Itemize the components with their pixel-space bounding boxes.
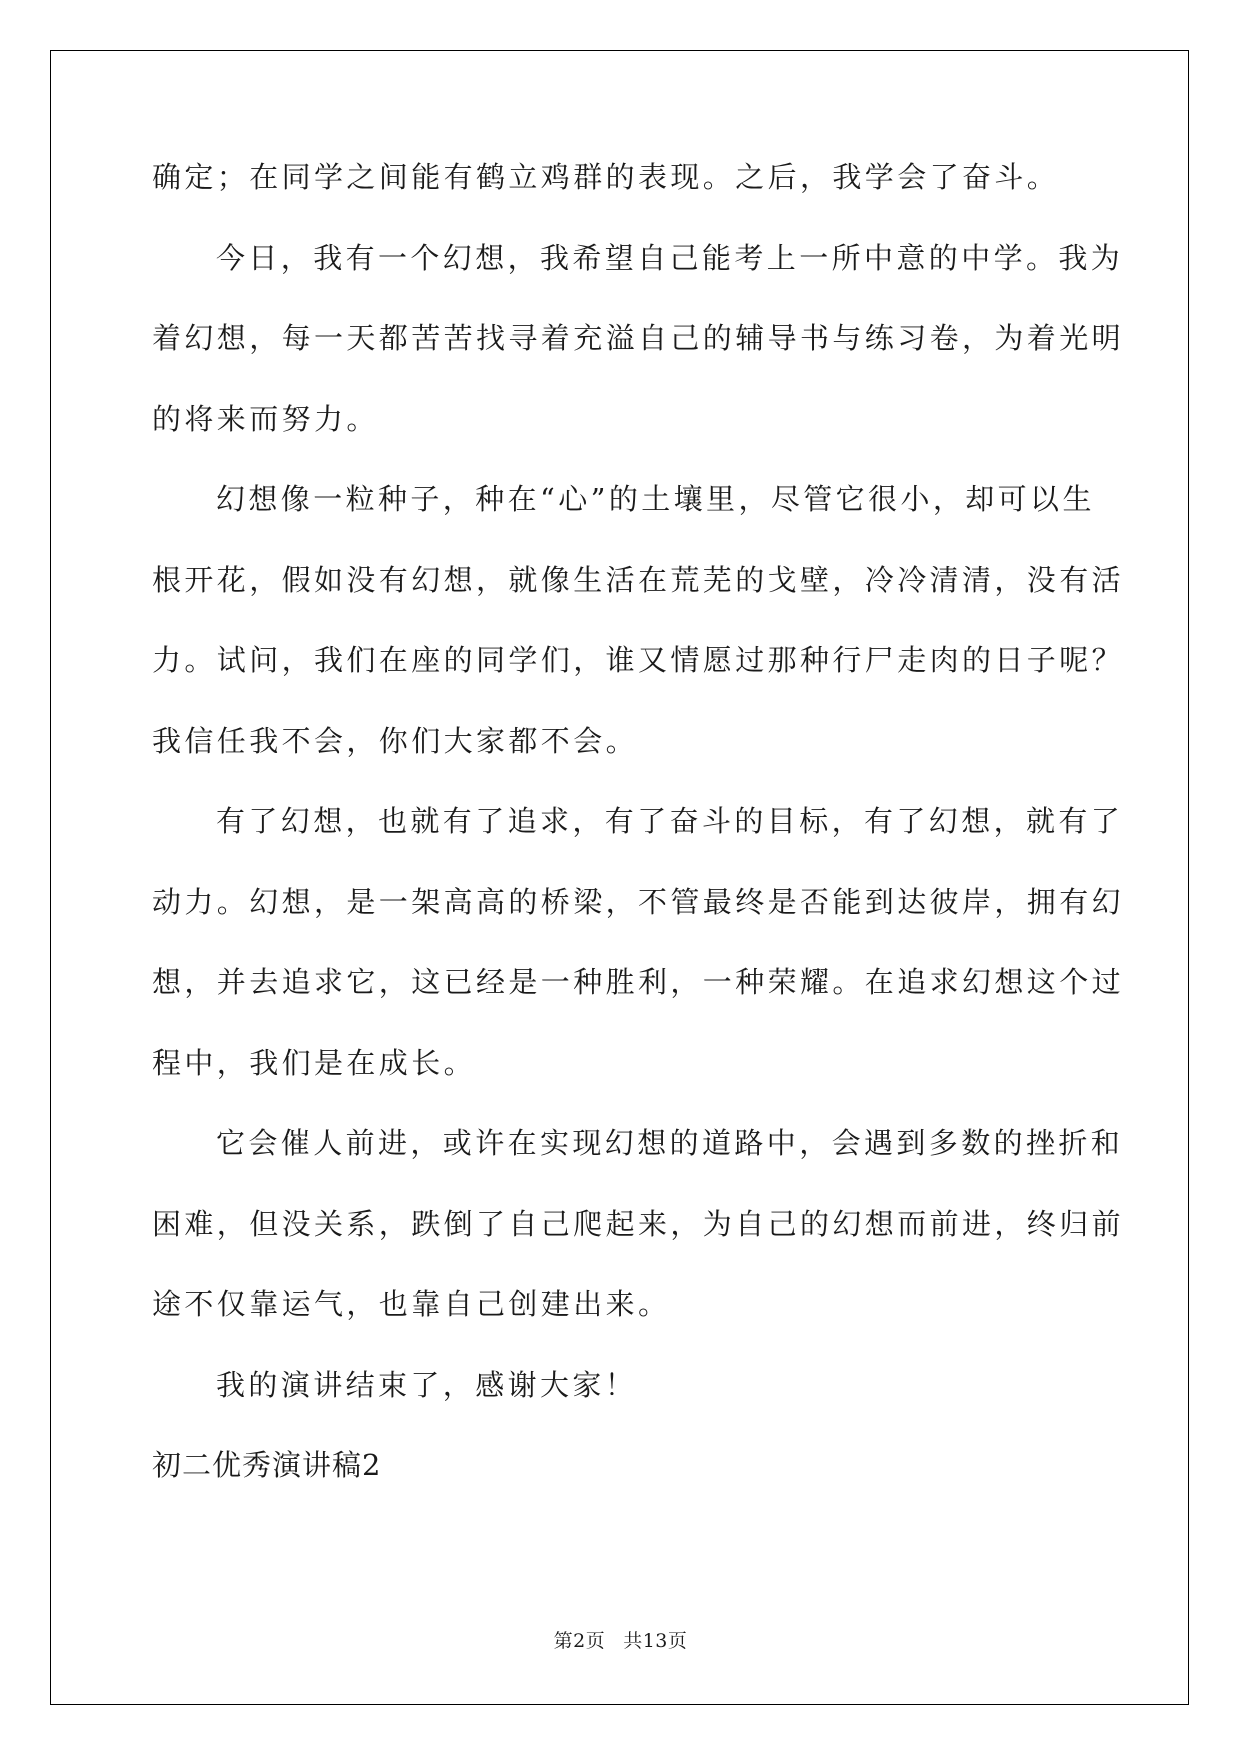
text-line: 根开花，假如没有幻想，就像生活在荒芜的戈壁，冷冷清清，没有活 [152,562,1125,597]
text-line: 动力。幻想，是一架高高的桥梁，不管最终是否能到达彼岸，拥有幻 [152,884,1125,919]
text-line: 程中，我们是在成长。 [152,1045,477,1080]
paragraph-start-line: 它会催人前进，或许在实现幻想的道路中，会遇到多数的挫折和 [216,1126,1124,1160]
text-line: 途不仅靠运气，也靠自己创建出来。 [152,1287,671,1321]
page-total: 共13页 [623,1630,688,1652]
paragraph-start-line: 有了幻想，也就有了追求，有了奋斗的目标，有了幻想，就有了 [216,804,1124,838]
text-line: 着幻想，每一天都苦苦找寻着充溢自己的辅导书与练习卷，为着光明 [152,321,1125,355]
text-line: 想，并去追求它，这已经是一种胜利，一种荣耀。在追求幻想这个过 [152,965,1125,999]
page-footer [0,1629,1241,1653]
text-line: 确定；在同学之间能有鹤立鸡群的表现。之后，我学会了奋斗。 [152,160,1060,194]
document-body [152,160,1125,1529]
text-line: 的将来而努力。 [152,401,379,436]
page-number: 第2页 [553,1630,606,1652]
paragraph-start-line: 我的演讲结束了，感谢大家！ [216,1367,638,1402]
paragraph-start-line: 幻想像一粒种子，种在“心”的土壤里，尽管它很小，却可以生 [216,482,1095,516]
paragraph-start-line: 今日，我有一个幻想，我希望自己能考上一所中意的中学。我为 [216,240,1124,275]
text-line: 力。试问，我们在座的同学们，谁又情愿过那种行尸走肉的日子呢？ [152,643,1125,677]
section-heading: 初二优秀演讲稿2 [152,1448,382,1482]
text-line: 困难，但没关系，跌倒了自己爬起来，为自己的幻想而前进，终归前 [152,1206,1125,1241]
text-line: 我信任我不会，你们大家都不会。 [152,723,639,758]
